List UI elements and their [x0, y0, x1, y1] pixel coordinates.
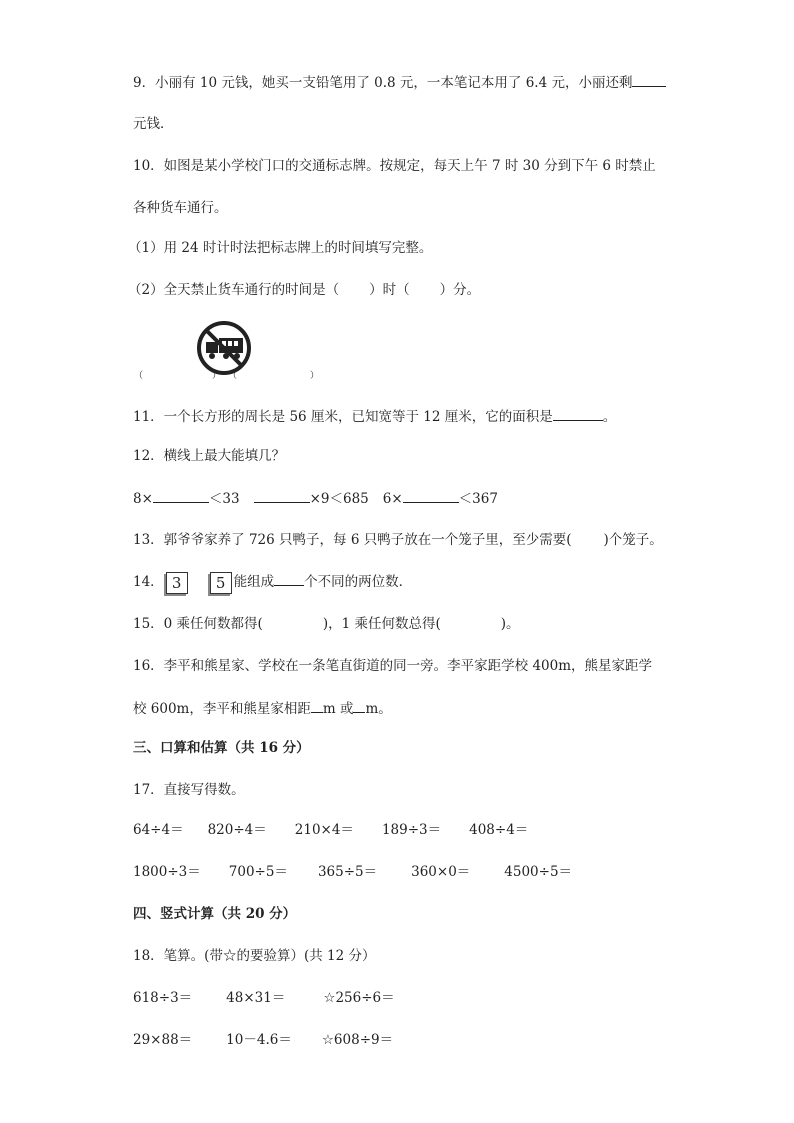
question-15: 15．0 乘任何数都得( )，1 乘任何数总得( )。	[133, 616, 520, 632]
question-17-row-2: 1800÷3＝ 700÷5＝ 365÷5＝ 360×0＝ 4500÷5＝	[133, 864, 573, 880]
question-10-line-1: 10．如图是某小学校门口的交通标志牌。按规定，每天上午 7 时 30 分到下午 6 时禁止	[133, 158, 656, 174]
question-16-line-2: 校 600m，李平和熊星家相距 m 或 m。	[133, 698, 392, 719]
question-18-title: 18．笔算。(带☆的要验算）(共 12 分）	[133, 948, 376, 964]
question-13: 13．郭爷爷家养了 726 只鸭子，每 6 只鸭子放在一个笼子里，至少需要( )个笼子。	[133, 532, 663, 548]
question-16-line-1: 16．李平和熊星家、学校在一条笔直街道的同一旁。李平家距学校 400m，熊星家距学	[133, 658, 653, 674]
answer-blank[interactable]	[153, 488, 209, 503]
digit-card: 3	[166, 572, 188, 594]
section-4-title: 四、竖式计算（共 20 分）	[133, 906, 297, 922]
question-12-title: 12．横线上最大能填几？	[133, 448, 286, 464]
digit-card: 5	[210, 572, 232, 594]
answer-blank[interactable]	[353, 698, 365, 713]
question-12-expressions: 8× ＜33 ×9＜685 6× ＜367	[133, 488, 498, 509]
question-14: 14． 3 5 能组成 个不同的两位数．	[133, 570, 412, 594]
question-10-sub-1: （1）用 24 时计时法把标志牌上的时间填写完整。	[128, 240, 433, 256]
question-18-row-2: 29×88＝ 10－4.6＝ ☆608÷9＝	[133, 1032, 394, 1048]
question-17-row-1: 64÷4＝ 820÷4＝ 210×4＝ 189÷3＝ 408÷4＝	[133, 822, 529, 838]
answer-blank[interactable]	[632, 72, 666, 87]
answer-blank[interactable]	[274, 571, 304, 586]
answer-blank[interactable]	[403, 488, 459, 503]
question-11: 11．一个长方形的周长是 56 厘米，已知宽等于 12 厘米，它的面积是 。	[133, 406, 616, 427]
section-3-title: 三、口算和估算（共 16 分）	[133, 740, 310, 756]
answer-blank[interactable]	[553, 406, 603, 421]
sign-time-left-close: ）	[212, 371, 222, 381]
sign-time-left-open: （	[134, 371, 144, 381]
question-18-row-1: 618÷3＝ 48×31＝ ☆256÷6＝	[133, 990, 395, 1006]
sign-time-right-open: （	[228, 371, 238, 381]
answer-blank[interactable]	[254, 488, 310, 503]
sign-time-right-close: ）	[310, 371, 320, 381]
question-9-line-1: 9．小丽有 10 元钱，她买一支铅笔用了 0.8 元，一本笔记本用了 6.4 元，小丽还剩	[133, 72, 666, 93]
question-10-sub-2: （2）全天禁止货车通行的时间是（ ）时（ ）分。	[128, 282, 481, 298]
question-9-line-2: 元钱．	[133, 116, 174, 132]
answer-blank[interactable]	[311, 698, 323, 713]
question-10-line-2: 各种货车通行。	[133, 200, 228, 216]
question-17-title: 17．直接写得数。	[133, 782, 245, 798]
no-trucks-sign-icon	[196, 320, 252, 376]
